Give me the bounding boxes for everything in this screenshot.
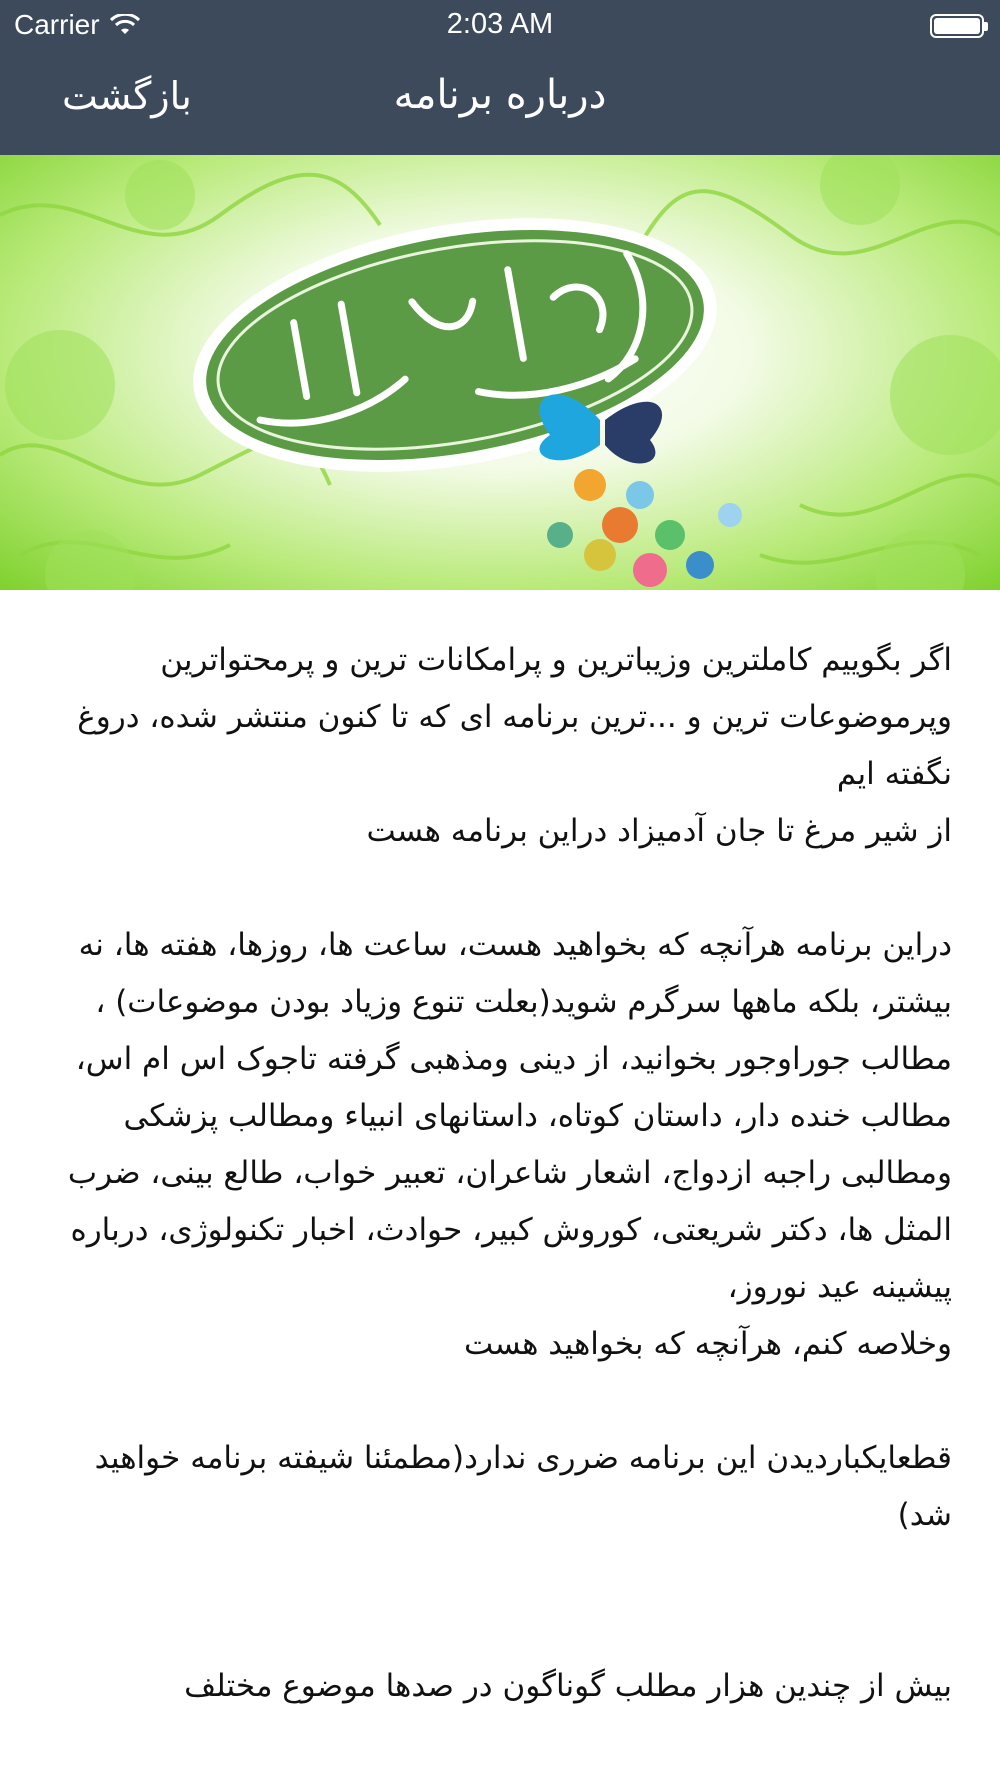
about-paragraph: از شیر مرغ تا جان آدمیزاد دراین برنامه هست [366,813,952,849]
butterfly-cluster [540,394,742,587]
about-paragraph: اگر بگوییم کاملترین وزیباترین و پرامکانات ترین و پرمحتواترین وپرموضوعات ترین و ...ترین برنامه ای که تا کنون منتشر شده، دروغ نگفته ایم [77,642,952,792]
navigation-bar [0,50,1000,155]
back-button[interactable]: بازگشت [62,74,192,118]
battery-icon [930,14,984,38]
status-time: 2:03 AM [446,8,554,40]
about-paragraph: وخلاصه کنم، هرآنچه که بخواهید هست [464,1326,952,1362]
page-title: درباره برنامه [393,72,607,118]
banner-image [0,155,1000,590]
about-paragraph: مطالب جوراوجور بخوانید، از دینی ومذهبی گرفته تاجوک اس ام اس، مطالب خنده دار، داستان کوتاه، داستانهای انبیاء ومطالب پزشکی ومطالبی راجبه ازدواج، اشعار شاعران، تعبیر خواب، طالع بینی، ضرب المثل ها، دکتر شریعتی، کوروش کبیر، حوادث، اخبار تکنولوژی، درباره پیشینه عید نوروز، [67,1041,952,1305]
about-paragraph: دراین برنامه هرآنچه که بخواهید هست، ساعت ها، روزها، هفته ها، نه بیشتر، بلکه ماهها سرگرم شوید(بعلت تنوع وزیاد بودن موضوعات) ، [78,927,952,1020]
about-text [50,632,952,1715]
banner-illustration [0,155,1000,590]
about-paragraph: بیش از چندین هزار مطلب گوناگون در صدها موضوع مختلف [184,1668,952,1704]
about-paragraph: قطعایکباردیدن این برنامه ضرری ندارد(مطمئنا شیفته برنامه خواهید شد) [94,1440,952,1533]
status-bar [0,0,1000,50]
carrier-label: Carrier [14,9,100,40]
